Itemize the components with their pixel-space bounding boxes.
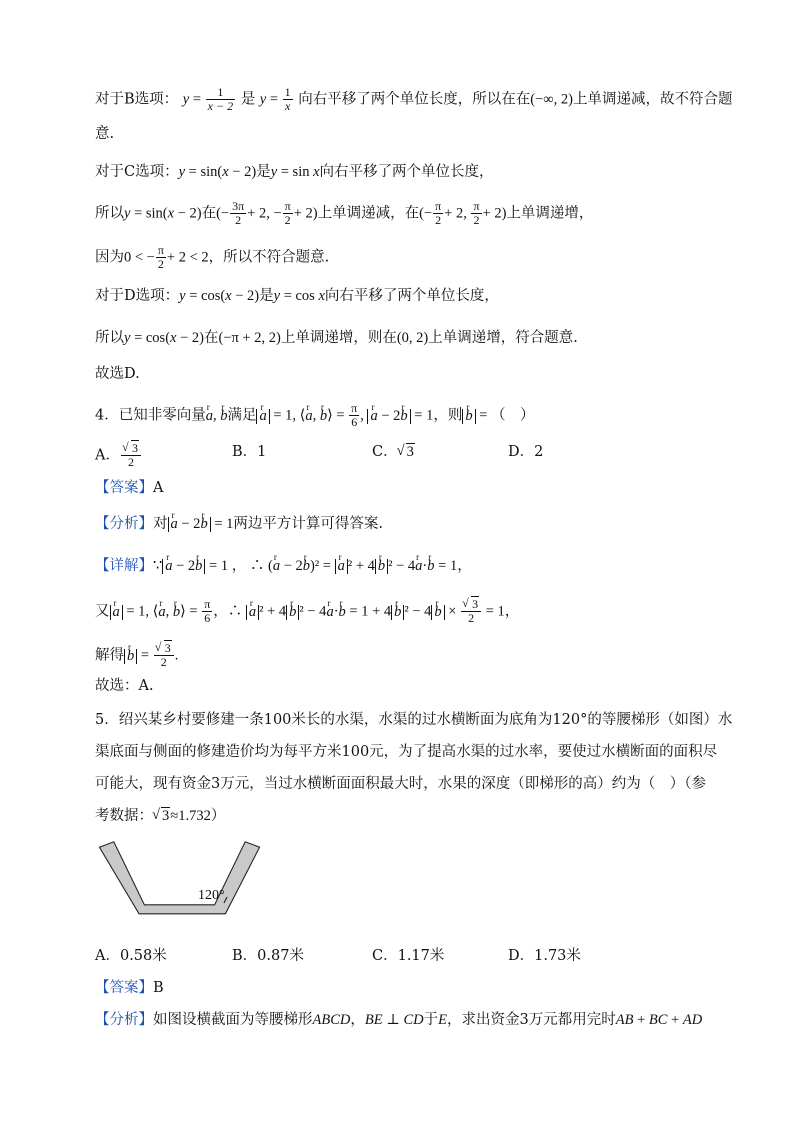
analysis-tag: 【分析】 bbox=[95, 1012, 153, 1028]
text-connector: 是 bbox=[259, 288, 274, 304]
q5-stem-2 bbox=[95, 742, 717, 762]
q4-stem-ze: ，则 bbox=[433, 407, 463, 424]
text-shift: 向右平移了两个单位长度，所以在在 bbox=[298, 91, 531, 108]
text-increasing: 上单调递增， bbox=[506, 205, 594, 222]
analysis-text-end: 两边平方计算可得答案. bbox=[233, 516, 383, 532]
q4-option-d bbox=[508, 442, 543, 462]
answer-tag: 【答案】 bbox=[95, 480, 153, 496]
q4-detail-2: 又r a = 1, ⟨r a, r b⟩ = $\frac{\pi}{6}$ ，∴ r a ² + 4r b ² − 4r a·r b = 1 + 4r b ² − 4r b × √ $\frac{3}{2}$ = 1， bbox=[95, 598, 519, 625]
q5-stem-text-4: 考数据： bbox=[95, 808, 153, 824]
text-zai: 在 bbox=[201, 205, 217, 222]
line-option-d: 对于D选项：y = cos(x − 2)是y = cos x向右平移了两个单位长度， bbox=[95, 288, 499, 304]
text-connector: 是 bbox=[256, 164, 271, 180]
q4-option-a: A． √ $\frac{3}{2}$ bbox=[95, 442, 142, 469]
text-increasing: 上单调递增，则在 bbox=[280, 330, 397, 346]
text-shift: 向右平移了两个单位长度， bbox=[324, 288, 499, 304]
analysis-text-2: ，求出资金3万元都用完时 bbox=[446, 1012, 616, 1028]
text-choose-d: 故选D. bbox=[95, 366, 140, 382]
q4-option-d-label: D．2 bbox=[508, 444, 544, 460]
q4-option-a-label: A． bbox=[95, 447, 120, 464]
q5-stem-1 bbox=[95, 710, 732, 730]
line-option-c: 对于C选项：y = sin(x − 2)是y = sin x向右平移了两个单位长度， bbox=[95, 164, 494, 180]
q5-answer bbox=[95, 978, 164, 998]
text-suoyi: 所以 bbox=[95, 330, 124, 346]
line-sin-intervals: 所以y = sin(x − 2)在(− $\frac{3\pi}{2}$ + 2, − $\frac{\pi}{2}$ + 2)上单调递减，在(− $\frac{\pi}{2}$ + 2, $\frac{\pi}{2}$ + 2)上单调递增， bbox=[95, 199, 594, 227]
q5-stem-text-2: 渠底面与侧面的修建造价均为每平方米100元，为了提高水渠的过水率，要使过水横断面的面积尽 bbox=[95, 744, 718, 760]
text-shift: 向右平移了两个单位长度， bbox=[319, 164, 494, 180]
text-fits: 上单调递增，符合题意. bbox=[428, 330, 578, 346]
text-yinwei: 因为 bbox=[95, 249, 124, 266]
text-option-d-label: 对于D选项： bbox=[95, 288, 180, 304]
q4-option-b-label: B．1 bbox=[232, 444, 267, 460]
analysis-comma: ， bbox=[350, 1012, 365, 1028]
q4-answer bbox=[95, 478, 163, 498]
text-yi: 意. bbox=[95, 126, 115, 142]
q4-solve: 解得r b = √ $\frac{3}{2}$ . bbox=[95, 642, 178, 669]
q5-stem-3 bbox=[95, 774, 706, 794]
q4-stem-text: 4．已知非零向量 bbox=[95, 407, 206, 424]
line-option-b: 对于B选项： y = $\frac{1}{x - 2}$ 是 y = $\frac{1}{x}$ 向右平移了两个单位长度，所以在在(−∞, 2)上单调递减，故不符合题 bbox=[95, 85, 733, 113]
q5-option-c-label: C．1.17米 bbox=[372, 948, 445, 964]
channel-figure bbox=[94, 840, 264, 930]
fraction: $\frac{1}{x}$ bbox=[284, 85, 291, 113]
analysis-tag: 【分析】 bbox=[95, 516, 153, 532]
analysis-yu: 于 bbox=[423, 1012, 439, 1028]
text-connector: 是 bbox=[240, 91, 256, 108]
answer-tag: 【答案】 bbox=[95, 980, 153, 996]
answer-value: A bbox=[153, 480, 164, 496]
text-solve: 解得 bbox=[95, 647, 124, 664]
q4-option-b bbox=[232, 442, 266, 462]
text-choose-a: 故选：A. bbox=[95, 678, 154, 694]
line-cos-intervals: 所以y = cos(x − 2)在(−π + 2, 2)上单调递增，则在(0, 2)上单调递增，符合题意. bbox=[95, 330, 578, 346]
q5-stem-4: 考数据：√ 3≈1.732） bbox=[95, 806, 225, 826]
q5-stem-text-1: 5．绍兴某乡村要修建一条100米长的水渠，水渠的过水横断面为底角为120°的等腰梯形（如图）水 bbox=[95, 712, 733, 728]
text-zai: 在 bbox=[203, 330, 219, 346]
q5-option-b bbox=[232, 946, 304, 966]
detail-tag: 【详解】 bbox=[95, 558, 153, 574]
q4-analysis: 【分析】对r a − 2r b = 1两边平方计算可得答案. bbox=[95, 514, 383, 534]
text-option-c-label: 对于C选项： bbox=[95, 164, 179, 180]
line-because: 因为0 < − $\frac{\pi}{2}$ + 2 < 2，所以不符合题意. bbox=[95, 243, 330, 271]
q5-option-d bbox=[508, 946, 581, 966]
text-again: 又 bbox=[95, 603, 110, 620]
q4-detail: 【详解】∵r a − 2r b = 1 ， ∴ (r a − 2r b)² = r a ² + 4r b ² − 4r a·r b = 1， bbox=[95, 556, 472, 576]
q5-option-a-label: A．0.58米 bbox=[95, 948, 167, 964]
text-option-b-label: 对于B选项： bbox=[95, 91, 179, 108]
analysis-text: 对 bbox=[153, 516, 168, 532]
q4-stem-manzu: 满足 bbox=[227, 407, 257, 424]
text-decreasing: 上单调递减，故不符合题 bbox=[572, 91, 733, 108]
q4-option-c-label: C． bbox=[372, 444, 398, 460]
fraction: $\frac{1}{x - 2}$ bbox=[207, 85, 234, 113]
q4-stem-paren: （ ） bbox=[491, 407, 535, 424]
q5-option-a bbox=[95, 946, 167, 966]
text-suoyi: 所以 bbox=[95, 205, 124, 222]
text-not-fit: ，所以不符合题意. bbox=[208, 249, 330, 266]
q5-option-d-label: D．1.73米 bbox=[508, 948, 581, 964]
q4-option-c: C．√ 3 bbox=[372, 442, 415, 462]
channel-cross-section bbox=[99, 842, 259, 914]
line-choose-d bbox=[95, 364, 140, 384]
q5-stem-text-3: 可能大，现有资金3万元，当过水横断面面积最大时，水果的深度（即梯形的高）约为（ ）（参 bbox=[95, 776, 706, 792]
analysis-text: 如图设横截面为等腰梯形 bbox=[153, 1012, 313, 1028]
answer-value: B bbox=[153, 980, 164, 996]
angle-label: 120° bbox=[198, 888, 225, 903]
q4-stem: 4．已知非零向量r a, r b满足r a = 1, ⟨r a, r b⟩ = $\frac{\pi}{6}$ , r a − 2r b = 1，则r b = （ ） bbox=[95, 402, 535, 429]
q5-option-c bbox=[372, 946, 444, 966]
line-continuation bbox=[95, 124, 114, 144]
text-decreasing: 上单调递减，在 bbox=[317, 205, 420, 222]
q4-choose bbox=[95, 676, 154, 696]
q5-reference-value: ≈1.732） bbox=[170, 808, 226, 824]
q5-analysis: 【分析】如图设横截面为等腰梯形ABCD，BE ⊥ CD于E，求出资金3万元都用完时AB + BC + AD bbox=[95, 1012, 703, 1028]
q5-option-b-label: B．0.87米 bbox=[232, 948, 304, 964]
